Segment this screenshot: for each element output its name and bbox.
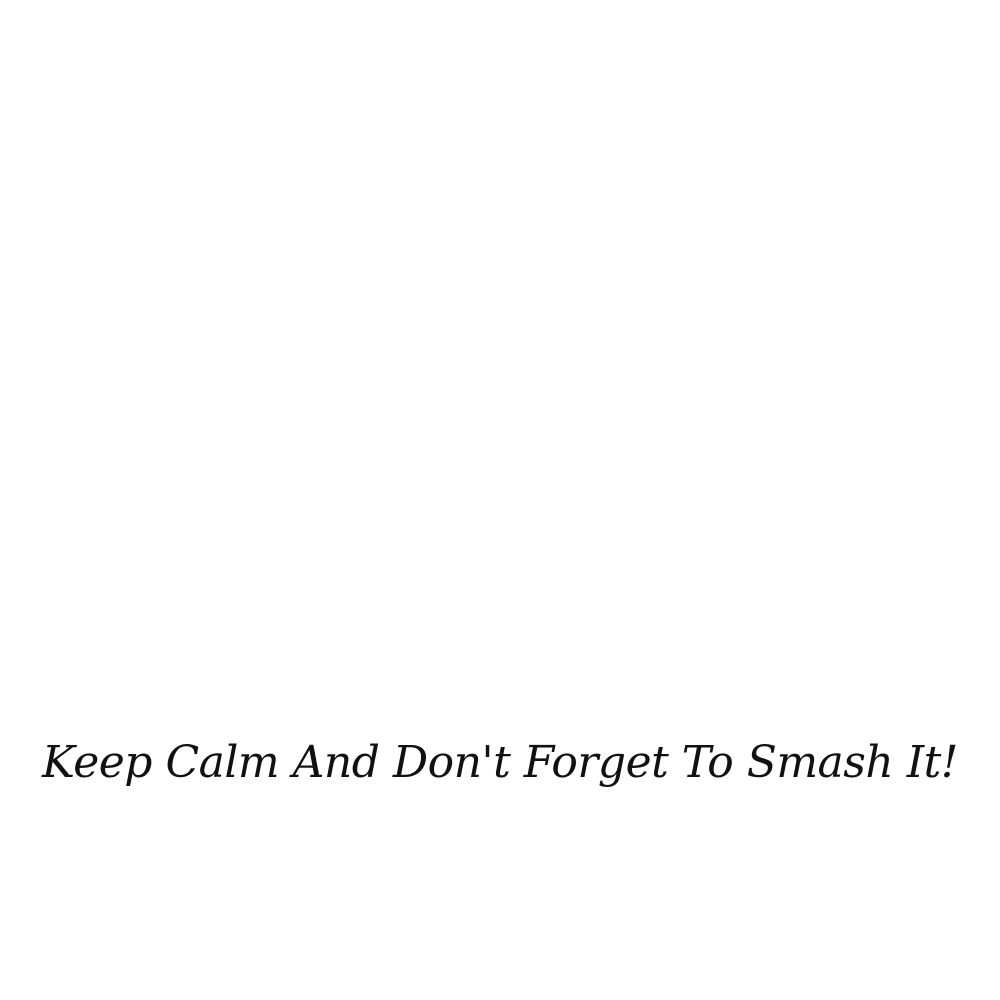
quote-caption: Keep Calm And Don't Forget To Smash It! (42, 737, 958, 788)
